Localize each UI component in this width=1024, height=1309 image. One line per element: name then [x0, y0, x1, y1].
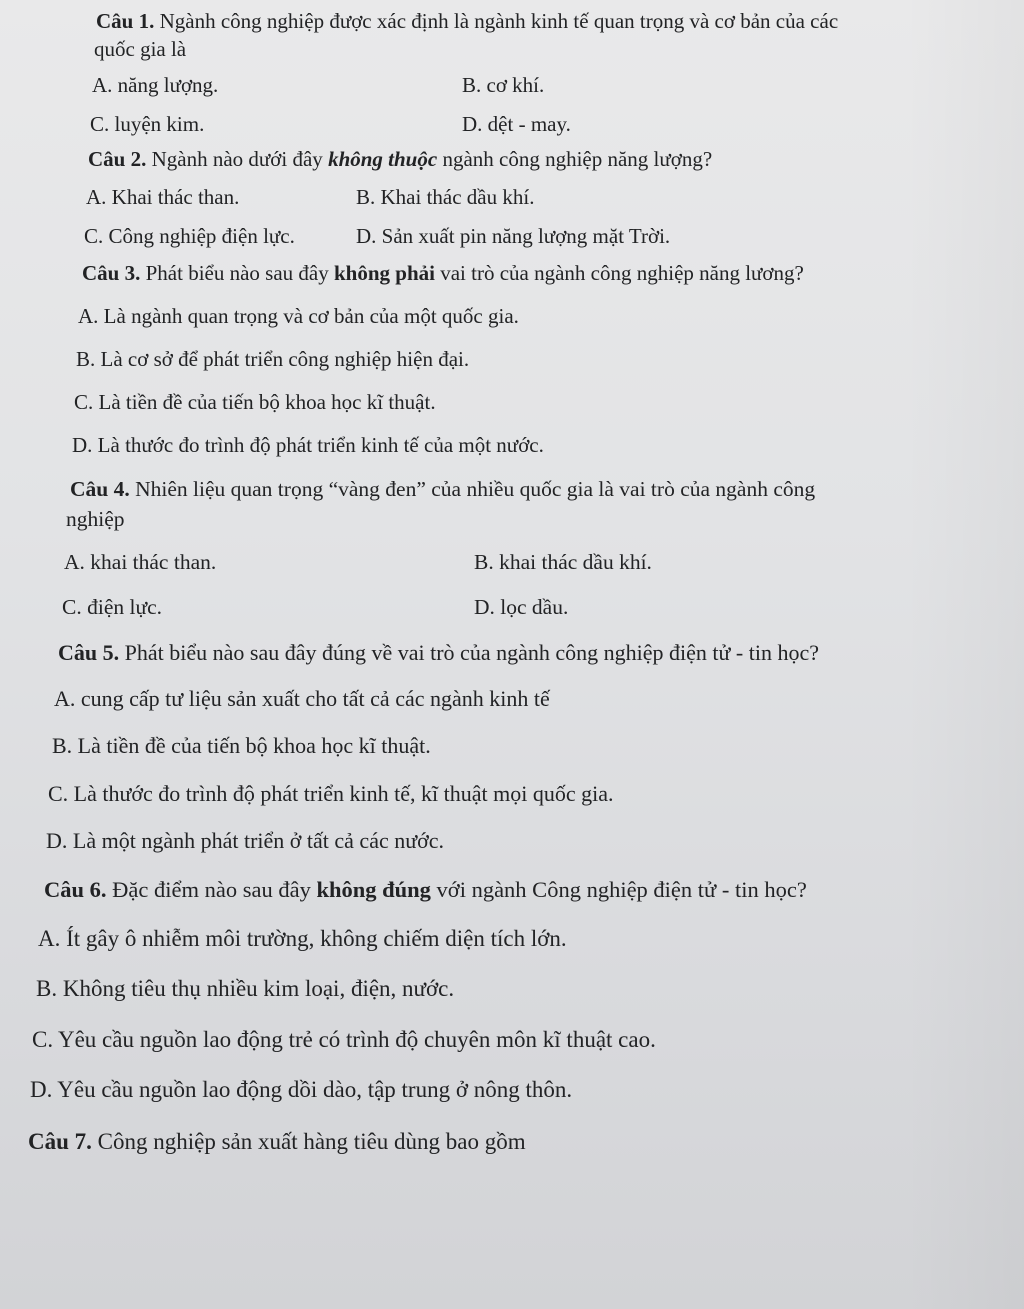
question-5-option-a: A. cung cấp tư liệu sản xuất cho tất cả các ngành kinh tế: [54, 686, 550, 711]
question-6-text-post: với ngành Công nghiệp điện tử - tin học?: [430, 877, 807, 902]
question-2-option-c: C. Công nghiệp điện lực.: [84, 224, 295, 248]
question-4-option-d: D. lọc dầu.: [474, 595, 569, 619]
question-6-label: Câu 6.: [44, 877, 107, 902]
question-1-option-b: B. cơ khí.: [462, 73, 545, 97]
question-2-option-b: B. Khai thác dầu khí.: [356, 185, 535, 209]
question-7-text: Công nghiệp sản xuất hàng tiêu dùng bao gồm: [91, 1129, 526, 1154]
question-3-emphasis: không phải: [333, 261, 435, 285]
question-4-option-a: A. khai thác than.: [64, 550, 217, 574]
question-2-option-a: A. Khai thác than.: [86, 185, 240, 209]
question-3-text-post: vai trò của ngành công nghiệp năng lương?: [434, 261, 804, 285]
question-4-option-c: C. điện lực.: [62, 595, 163, 619]
question-6-option-a: A. Ít gây ô nhiễm môi trường, không chiếm diện tích lớn.: [38, 926, 567, 951]
question-7-label: Câu 7.: [28, 1129, 92, 1154]
question-2-line: [88, 146, 712, 172]
question-2-text-post: ngành công nghiệp năng lượng?: [437, 147, 713, 171]
question-7-line: [28, 1129, 526, 1155]
question-3-option-c: C. Là tiền đề của tiến bộ khoa học kĩ thuật.: [74, 390, 436, 414]
question-3-text-pre: Phát biểu nào sau đây: [140, 261, 334, 285]
question-6-line: [44, 877, 807, 903]
paper-edge-shadow: [904, 0, 1024, 1309]
question-2-option-d: D. Sản xuất pin năng lượng mặt Trời.: [356, 224, 671, 248]
question-1-option-d: D. dệt - may.: [462, 112, 571, 136]
question-4-line-2: nghiệp: [66, 507, 125, 531]
question-4-option-b: B. khai thác dầu khí.: [474, 550, 652, 574]
question-4-line-1: [70, 476, 815, 502]
question-3-label: Câu 3.: [82, 261, 141, 285]
question-6-option-b: B. Không tiêu thụ nhiều kim loại, điện, nước.: [36, 976, 455, 1001]
question-1-option-c: C. luyện kim.: [90, 112, 205, 136]
question-2-emphasis: không thuộc: [328, 147, 438, 171]
question-1-option-a: A. năng lượng.: [92, 73, 219, 97]
question-6-text-pre: Đặc điểm nào sau đây: [106, 877, 317, 902]
question-1-text: Ngành công nghiệp được xác định là ngành kinh tế quan trọng và cơ bản của các: [154, 9, 839, 33]
question-3-option-a: A. Là ngành quan trọng và cơ bản của một quốc gia.: [78, 304, 519, 328]
question-6-option-c: C. Yêu cầu nguồn lao động trẻ có trình độ chuyên môn kĩ thuật cao.: [32, 1027, 656, 1052]
question-1-line-2: quốc gia là: [94, 37, 187, 61]
question-1-label: Câu 1.: [96, 9, 155, 33]
question-3-option-d: D. Là thước đo trình độ phát triển kinh tế của một nước.: [72, 433, 544, 457]
question-6-emphasis: không đúng: [316, 877, 431, 902]
question-2-text-pre: Ngành nào dưới đây: [146, 147, 329, 171]
question-5-text: Phát biểu nào sau đây đúng về vai trò của ngành công nghiệp điện tử - tin học?: [119, 640, 819, 665]
question-5-label: Câu 5.: [58, 640, 120, 665]
question-5-option-c: C. Là thước đo trình độ phát triển kinh tế, kĩ thuật mọi quốc gia.: [48, 781, 614, 806]
question-6-option-d: D. Yêu cầu nguồn lao động dồi dào, tập trung ở nông thôn.: [30, 1077, 573, 1102]
question-5-line: [58, 640, 819, 666]
question-5-option-d: D. Là một ngành phát triển ở tất cả các nước.: [46, 828, 445, 853]
question-4-text: Nhiên liệu quan trọng “vàng đen” của nhiều quốc gia là vai trò của ngành công: [129, 477, 816, 501]
question-5-option-b: B. Là tiền đề của tiến bộ khoa học kĩ thuật.: [52, 733, 431, 758]
question-3-option-b: B. Là cơ sở để phát triển công nghiệp hiện đại.: [76, 347, 470, 371]
question-4-label: Câu 4.: [70, 477, 130, 501]
question-2-label: Câu 2.: [88, 147, 147, 171]
question-3-line: [82, 260, 804, 286]
question-1-line-1: [96, 8, 838, 34]
